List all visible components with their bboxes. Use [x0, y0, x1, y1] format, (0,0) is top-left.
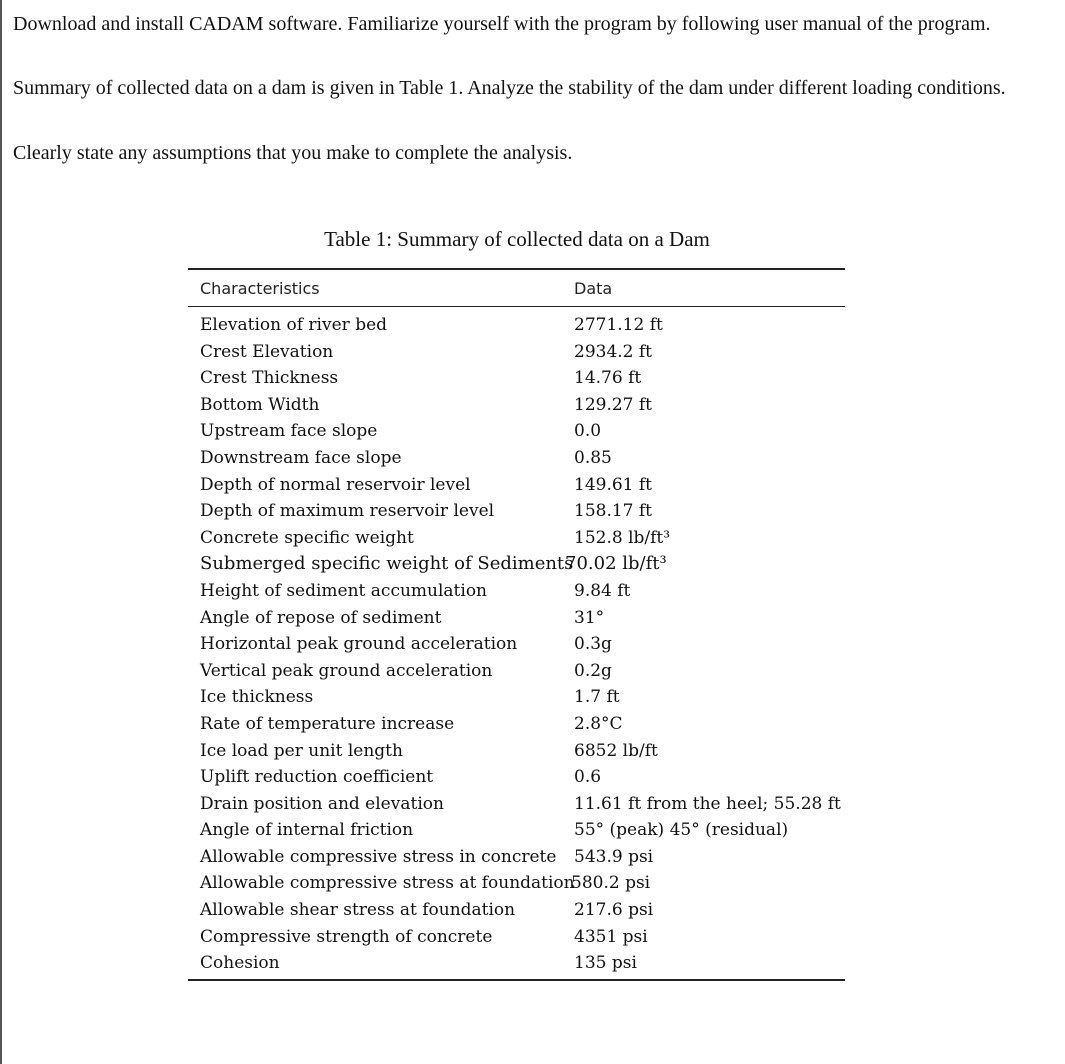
table-row	[200, 631, 845, 658]
table-row	[200, 605, 845, 632]
page-left-border	[0, 0, 2, 1064]
table-row	[200, 738, 845, 765]
data-cell: 4351 psi	[574, 926, 648, 947]
instruction-paragraph-1: Download and install CADAM software. Familiarize yourself with the program by following user manual of the program.	[13, 13, 991, 35]
data-cell: 580.2 psi	[571, 873, 651, 894]
characteristic-cell: Cohesion	[200, 953, 280, 974]
table-row	[200, 445, 845, 472]
characteristic-cell: Angle of repose of sediment	[200, 607, 442, 628]
table-row	[200, 870, 845, 897]
characteristic-cell: Concrete specific weight	[200, 527, 414, 548]
data-cell: 2.8°C	[574, 713, 623, 734]
characteristic-cell: Drain position and elevation	[200, 793, 444, 814]
characteristic-cell: Compressive strength of concrete	[200, 926, 493, 947]
table-row	[200, 418, 845, 445]
characteristic-cell: Bottom Width	[200, 394, 320, 415]
data-cell: 149.61 ft	[574, 474, 653, 495]
table-top-rule	[188, 268, 845, 270]
data-cell: 158.17 ft	[574, 501, 653, 522]
data-cell: 31°	[574, 607, 605, 628]
table-row	[200, 472, 845, 499]
data-cell: 0.2g	[574, 660, 612, 681]
characteristic-cell: Depth of maximum reservoir level	[200, 501, 495, 522]
characteristic-cell: Submerged specific weight of Sediments	[200, 553, 574, 575]
characteristic-cell: Allowable shear stress at foundation	[200, 900, 516, 921]
data-cell: 152.8 lb/ft³	[574, 527, 671, 548]
table-row	[200, 498, 845, 525]
table-row	[200, 392, 845, 419]
table-row	[200, 791, 845, 818]
data-cell: 14.76 ft	[574, 368, 642, 389]
table-row	[200, 525, 845, 552]
table-row	[200, 711, 845, 738]
data-cell: 11.61 ft from the heel; 55.28 ft	[574, 793, 841, 814]
data-cell: 217.6 psi	[574, 900, 654, 921]
table-row	[200, 365, 845, 392]
characteristic-cell: Ice thickness	[200, 687, 314, 708]
data-cell: 0.6	[574, 767, 602, 788]
data-cell: 0.0	[574, 421, 602, 442]
data-cell: 55° (peak) 45° (residual)	[574, 820, 789, 841]
table-row	[200, 551, 845, 578]
data-cell: 6852 lb/ft	[574, 740, 658, 761]
table-row	[200, 312, 845, 339]
table-body	[200, 312, 845, 977]
table-row	[200, 658, 845, 685]
characteristic-cell: Downstream face slope	[200, 447, 402, 468]
table-row	[200, 684, 845, 711]
instruction-paragraph-2: Summary of collected data on a dam is given in Table 1. Analyze the stability of the dam under different loading conditions.	[13, 77, 1006, 99]
data-cell: 543.9 psi	[574, 846, 654, 867]
data-cell: 135 psi	[574, 953, 637, 974]
characteristic-cell: Depth of normal reservoir level	[200, 474, 471, 495]
header-characteristics: Characteristics	[200, 279, 320, 298]
header-data: Data	[574, 279, 613, 298]
table-row	[200, 578, 845, 605]
instruction-paragraph-3: Clearly state any assumptions that you make to complete the analysis.	[13, 142, 573, 164]
data-cell: 0.85	[574, 447, 612, 468]
data-cell: 70.02 lb/ft³	[565, 553, 667, 575]
characteristic-cell: Upstream face slope	[200, 421, 378, 442]
data-cell: 129.27 ft	[574, 394, 653, 415]
data-cell: 0.3g	[574, 634, 612, 655]
characteristic-cell: Allowable compressive stress in concrete	[200, 846, 557, 867]
characteristic-cell: Uplift reduction coefficient	[200, 767, 434, 788]
table-header-rule	[188, 306, 845, 307]
table-row	[200, 897, 845, 924]
characteristic-cell: Crest Elevation	[200, 341, 334, 362]
table-row	[200, 844, 845, 871]
table-row	[200, 924, 845, 951]
characteristic-cell: Ice load per unit length	[200, 740, 403, 761]
characteristic-cell: Elevation of river bed	[200, 315, 388, 335]
characteristic-cell: Vertical peak ground acceleration	[200, 660, 493, 681]
data-cell: 9.84 ft	[574, 580, 631, 601]
table-row	[200, 950, 845, 977]
characteristic-cell: Angle of internal friction	[200, 820, 414, 841]
data-cell: 2934.2 ft	[574, 341, 653, 362]
table-row	[200, 339, 845, 366]
characteristic-cell: Rate of temperature increase	[200, 713, 455, 734]
table-row	[200, 817, 845, 844]
table-caption: Table 1: Summary of collected data on a Dam	[324, 227, 710, 251]
characteristic-cell: Allowable compressive stress at foundation	[200, 873, 575, 894]
table-bottom-rule	[188, 979, 845, 981]
data-cell: 2771.12 ft	[574, 315, 663, 335]
characteristic-cell: Crest Thickness	[200, 368, 339, 389]
characteristic-cell: Horizontal peak ground acceleration	[200, 634, 518, 655]
data-cell: 1.7 ft	[574, 687, 620, 708]
table-row	[200, 764, 845, 791]
characteristic-cell: Height of sediment accumulation	[200, 580, 488, 601]
